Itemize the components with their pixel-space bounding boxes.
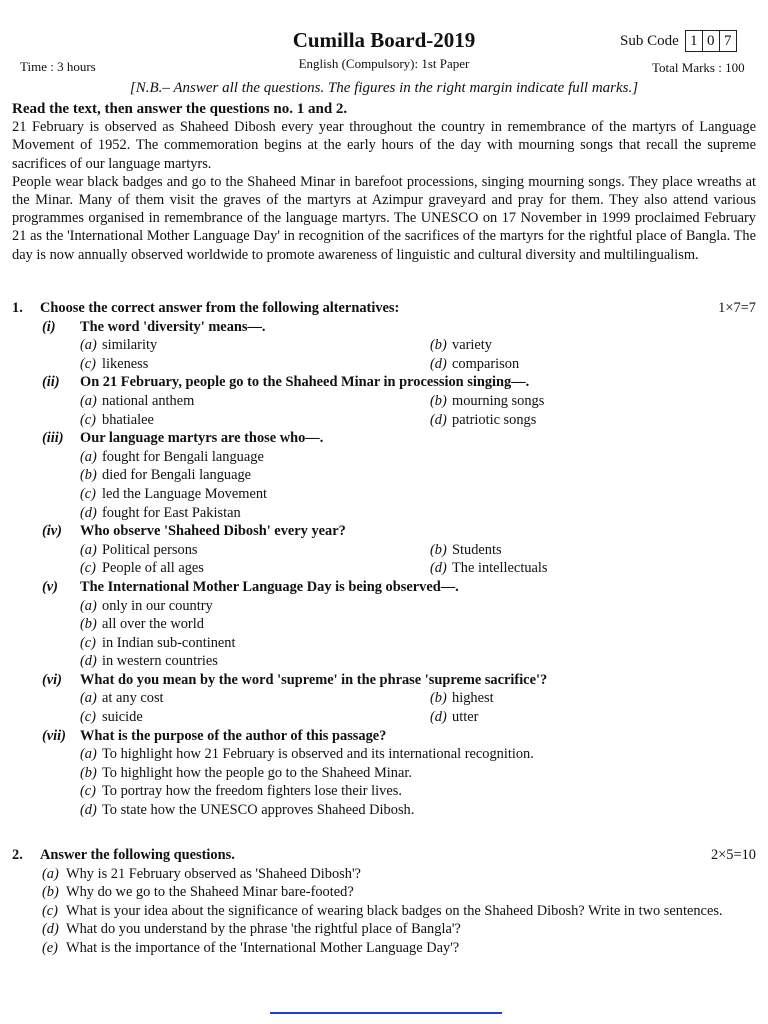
mcq-option: (a) only in our country: [80, 597, 213, 614]
mcq-option: (a) fought for Bengali language: [80, 448, 264, 465]
question-marks: 2×5=10: [710, 847, 756, 863]
footer-link-underline[interactable]: [270, 1012, 502, 1014]
question-2: [12, 846, 756, 958]
question-title: Choose the correct answer from the following alternatives:: [40, 300, 400, 316]
mcq-option: (b) died for Bengali language: [80, 467, 252, 484]
mcq-option: (b) mourning songs: [430, 392, 545, 409]
sub-code-digit: 0: [703, 31, 720, 51]
instruction-note: [N.B.– Answer all the questions. The figures in the right margin indicate full marks.]: [129, 80, 639, 96]
mcq-option: (a) at any cost: [80, 690, 164, 707]
total-marks: Total Marks : 100: [652, 60, 745, 75]
mcq-item: [42, 522, 756, 578]
short-answer-item: (b) Why do we go to the Shaheed Minar bare-footed?: [42, 884, 354, 901]
passage-paragraph: People wear black badges and go to the Shaheed Minar in barefoot processions, singing mourning songs. They place wreaths at the Minar. Many of them visit the graves of the martyrs at Azimpur graveyard and pray for them. They also attend various programmes organised in remembrance of the language martyrs. The UNESCO on 17 November in 1999 proclaimed February 21 as the 'International Mother Language Day' in recognition of the sacrifices of the martyrs for the rightful place of Bangla. The day is now annually observed worldwide to promote awareness of linguistic and cultural diversity and multilingualism.: [12, 173, 756, 263]
mcq-item: [42, 578, 756, 671]
mcq-option: (a) Political persons: [80, 541, 198, 558]
mcq-item: [42, 727, 756, 820]
mcq-stem: (ii) On 21 February, people go to the Shaheed Minar in procession singing—.: [42, 374, 530, 391]
mcq-option: (a) national anthem: [80, 392, 195, 409]
mcq-option: (b) To highlight how the people go to the Shaheed Minar.: [80, 764, 412, 781]
mcq-stem: (i) The word 'diversity' means—.: [42, 318, 266, 335]
exam-title: Cumilla Board-2019: [292, 28, 476, 52]
mcq-stem: (v) The International Mother Language Day is being observed—.: [42, 578, 459, 595]
mcq-stem: (vii) What is the purpose of the author of this passage?: [42, 727, 387, 744]
sub-code-digit: 1: [686, 31, 703, 51]
mcq-option: (c) People of all ages: [80, 560, 204, 577]
mcq-stem: (iv) Who observe 'Shaheed Dibosh' every year?: [42, 523, 346, 540]
sub-code-digit: 7: [724, 32, 732, 49]
subject-line: English (Compulsory): 1st Paper: [298, 56, 470, 71]
mcq-stem: (vi) What do you mean by the word 'supreme' in the phrase 'supreme sacrifice'?: [42, 671, 548, 688]
mcq-option: (b) Students: [430, 541, 502, 558]
mcq-option: (b) highest: [430, 690, 494, 707]
sub-code-label: Sub Code: [620, 32, 679, 49]
short-answer-item: (a) Why is 21 February observed as 'Shaheed Dibosh'?: [42, 865, 361, 882]
mcq-options: [80, 745, 756, 819]
mcq-options: [80, 448, 756, 522]
mcq-options: [80, 541, 756, 578]
mcq-option: (c) bhatialee: [80, 411, 154, 428]
mcq-option: (d) patriotic songs: [430, 411, 537, 428]
mcq-option: (d) The intellectuals: [430, 560, 548, 577]
question-marks: 1×7=7: [718, 300, 756, 316]
passage-paragraph: 21 February is observed as Shaheed Dibosh every year throughout the country in remembrance of the martyrs of Language Movement of 1952. The commemoration begins at the early hours of the day with mourning songs that recall the supreme sacrifices of our language martyrs.: [12, 119, 756, 172]
time-allowed: Time : 3 hours: [20, 59, 96, 74]
short-answer-list: [42, 865, 756, 958]
short-answer-item: (c) What is your idea about the significance of wearing black badges on the Shaheed Dibosh? Write in two sentences.: [42, 902, 723, 919]
question-1: [12, 299, 756, 820]
question-title: Answer the following questions.: [40, 847, 235, 863]
sub-code-boxes: [685, 30, 737, 52]
mcq-options: [80, 689, 756, 726]
mcq-option: (d) utter: [430, 709, 479, 726]
reading-passage: [12, 100, 756, 264]
question-number: 1.: [12, 300, 23, 316]
sub-code: [620, 30, 737, 52]
short-answer-item: (d) What do you understand by the phrase 'the rightful place of Bangla'?: [42, 921, 461, 938]
passage-heading: Read the text, then answer the questions no. 1 and 2.: [12, 101, 348, 117]
mcq-options: [80, 392, 756, 429]
mcq-option: (d) comparison: [430, 355, 520, 372]
mcq-option: (c) To portray how the freedom fighters lose their lives.: [80, 783, 402, 800]
mcq-option: (b) all over the world: [80, 616, 204, 633]
mcq-option: (a) To highlight how 21 February is observed and its international recognition.: [80, 746, 534, 763]
mcq-option: (a) similarity: [80, 337, 158, 354]
mcq-option: (d) in western countries: [80, 653, 218, 670]
mcq-options: [80, 336, 756, 373]
mcq-option: (c) in Indian sub-continent: [80, 634, 236, 651]
mcq-options: [80, 597, 756, 671]
mcq-option: (d) To state how the UNESCO approves Shaheed Dibosh.: [80, 802, 415, 819]
mcq-option: (c) suicide: [80, 709, 143, 726]
short-answer-item: (e) What is the importance of the 'International Mother Language Day'?: [42, 939, 460, 956]
mcq-stem: (iii) Our language martyrs are those who—.: [42, 430, 324, 447]
mcq-option: (c) likeness: [80, 355, 149, 372]
mcq-option: (b) variety: [430, 337, 492, 354]
mcq-option: (c) led the Language Movement: [80, 485, 268, 502]
question-2-header: [12, 846, 756, 865]
mcq-item: [42, 671, 756, 727]
question-1-header: [12, 299, 756, 318]
mcq-item: [42, 429, 756, 522]
mcq-item: [42, 373, 756, 429]
question-number: 2.: [12, 847, 23, 863]
mcq-option: (d) fought for East Pakistan: [80, 504, 241, 521]
mcq-item: [42, 318, 756, 374]
